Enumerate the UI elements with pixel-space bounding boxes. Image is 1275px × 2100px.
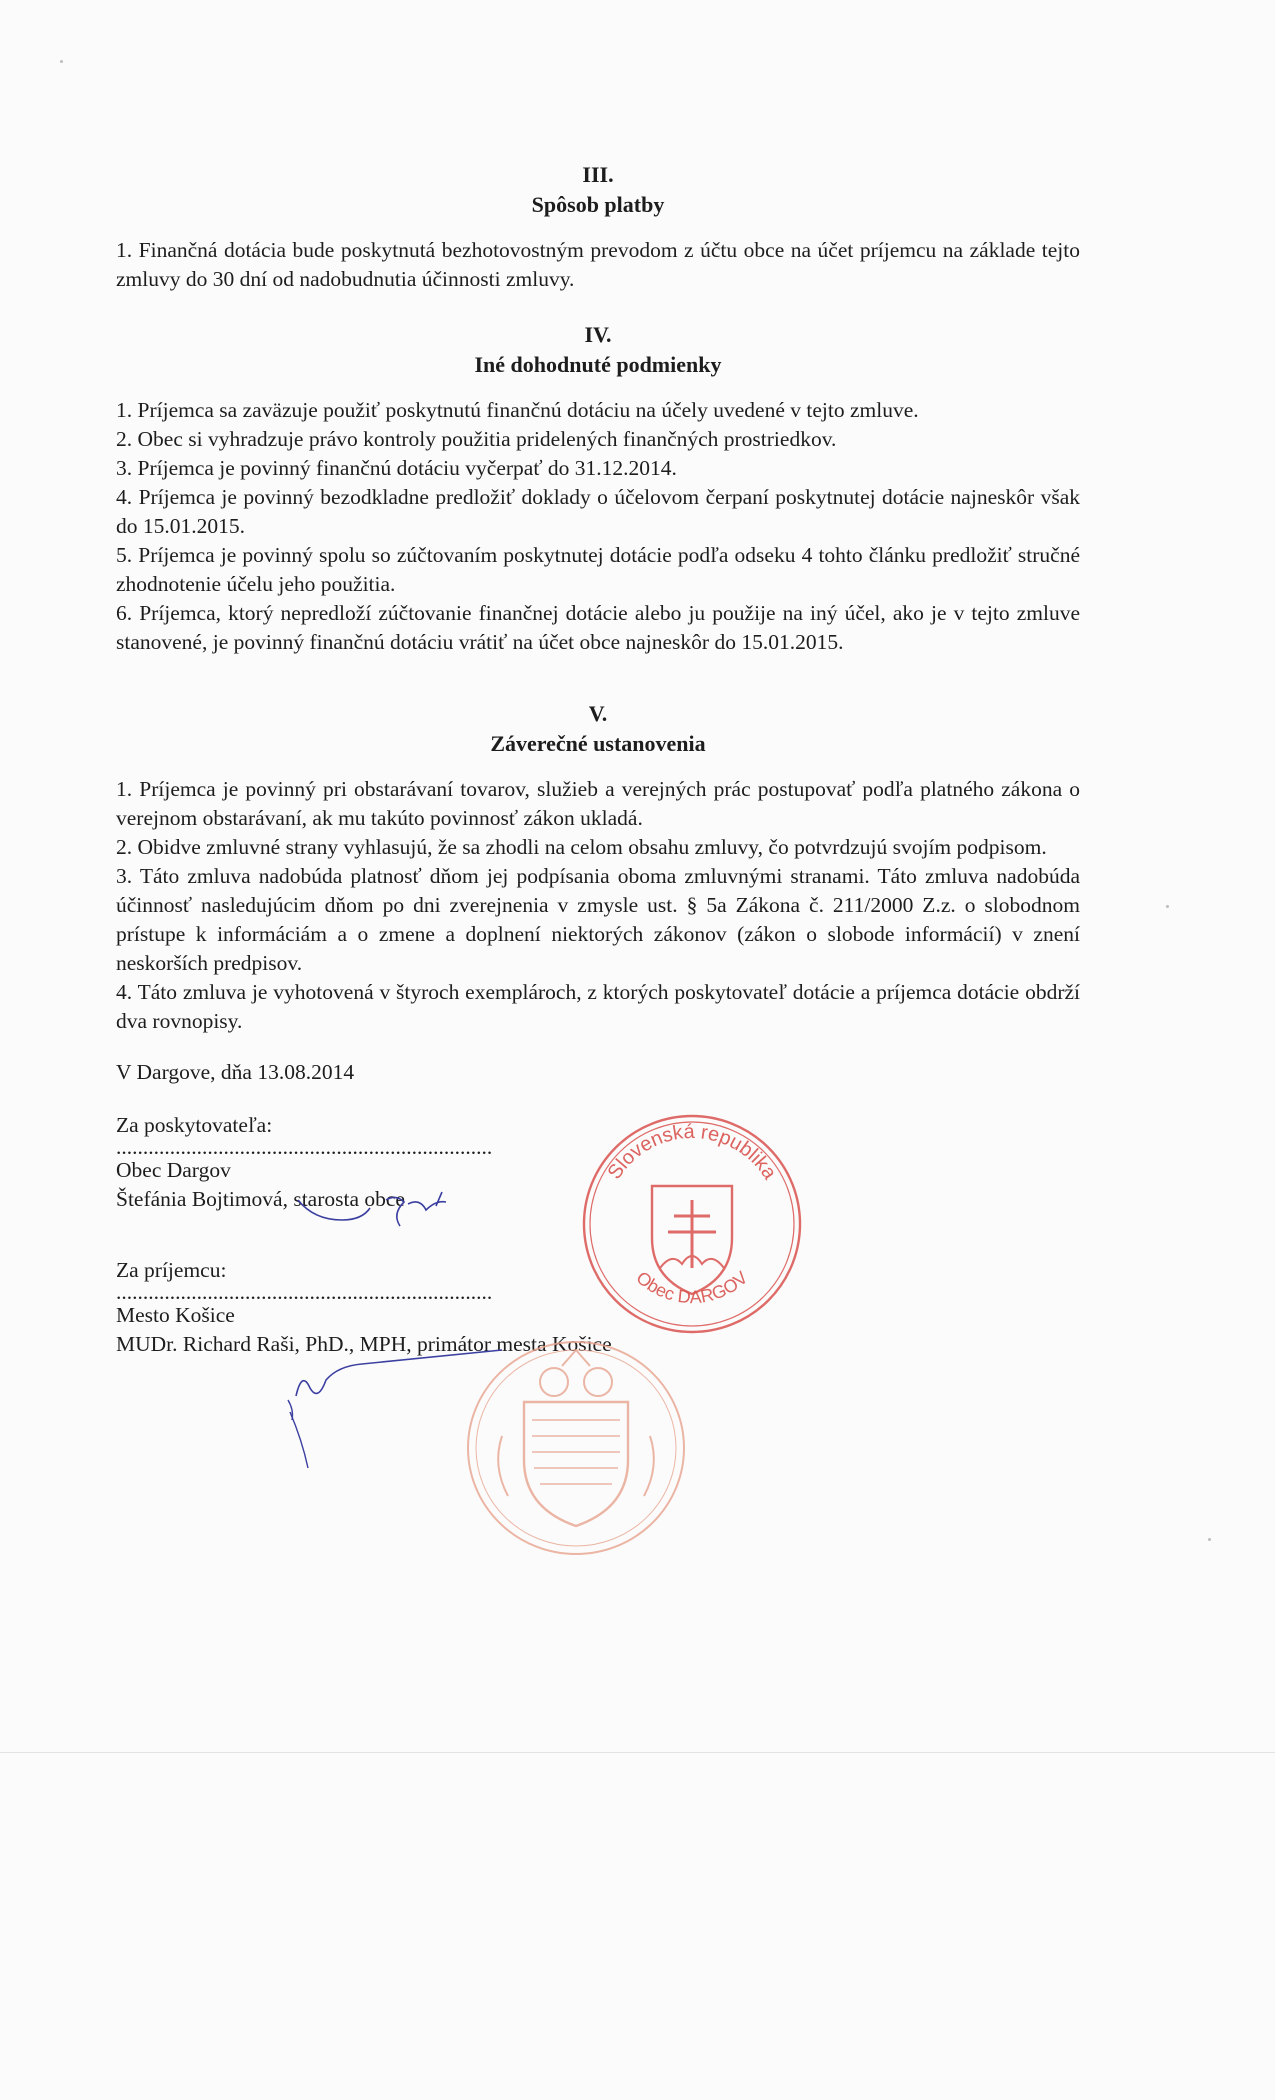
section-number: III. [582,162,614,187]
section-iii [116,160,1080,294]
document-body [116,160,1080,1359]
recipient-signature [282,1340,512,1470]
city-seal [462,1336,690,1560]
page-bottom-edge [0,1752,1275,1753]
recipient-signature-line: ...................................................................... [116,1280,493,1304]
paragraph: 5. Príjemca je povinný spolu so zúčtovaním poskytnutej dotácie podľa odseku 4 tohto článku predložiť stručné zhodnotenie účelu jeho použitia. [116,543,1080,596]
signature-section [116,1058,1080,1359]
paragraph: 1. Príjemca je povinný pri obstarávaní tovarov, služieb a verejných prác postupovať podľa platného zákona o verejnom obstarávaní, ak mu takúto povinnosť zákon ukladá. [116,777,1080,830]
provider-name: Obec Dargov [116,1158,231,1182]
section-iv [116,320,1080,657]
place-date: V Dargove, dňa 13.08.2014 [116,1060,355,1084]
scan-speck [1208,1538,1211,1541]
paragraph: 2. Obidve zmluvné strany vyhlasujú, že sa zhodli na celom obsahu zmluvy, čo potvrdzujú svojím podpisom. [116,835,1047,859]
recipient-name: Mesto Košice [116,1303,235,1327]
section-title: Spôsob platby [531,192,665,217]
stamp-text-top: Slovenská republika [603,1120,781,1184]
paragraph: 3. Táto zmluva nadobúda platnosť dňom jej podpísania oboma zmluvnými stranami. Táto zmluva nadobúda účinnosť nasledujúcim dňom po dni zverejnenia v zmysle ust. § 5a Zákona č. 211/2000 Z.z. o slobodnom prístupe k informáciám a o zmene a doplnení niektorých zákonov (zákon o slobode informácií) v znení neskorších predpisov. [116,864,1080,975]
provider-label: Za poskytovateľa: [116,1113,273,1137]
stamp-text-bottom: Obec DARGOV [632,1267,752,1308]
scan-speck [60,60,63,63]
recipient-representative: MUDr. Richard Raši, PhD., MPH, primátor mesta Košice [116,1332,612,1356]
scan-speck [1166,905,1169,908]
paragraph: 2. Obec si vyhradzuje právo kontroly použitia pridelených finančných prostriedkov. [116,427,837,451]
paragraph: 1. Finančná dotácia bude poskytnutá bezhotovostným prevodom z účtu obce na účet príjemcu na základe tejto zmluvy do 30 dní od nadobudnutia účinnosti zmluvy. [116,238,1080,291]
recipient-label: Za príjemcu: [116,1258,227,1282]
section-v [116,699,1080,1036]
paragraph: 3. Príjemca je povinný finančnú dotáciu vyčerpať do 31.12.2014. [116,456,677,480]
section-number: V. [588,701,608,726]
section-title: Iné dohodnuté podmienky [474,352,722,377]
paragraph: 4. Príjemca je povinný bezodkladne predložiť doklady o účelovom čerpaní poskytnutej dotácie najneskôr však do 15.01.2015. [116,485,1080,538]
paragraph: 4. Táto zmluva je vyhotovená v štyroch exemplároch, z ktorých poskytovateľ dotácie a príjemca dotácie obdrží dva rovnopisy. [116,980,1080,1033]
provider-representative: Štefánia Bojtimová, starosta obce [116,1187,405,1211]
paragraph: 1. Príjemca sa zaväzuje použiť poskytnutú finančnú dotáciu na účely uvedené v tejto zmluve. [116,398,919,422]
paragraph: 6. Príjemca, ktorý nepredloží zúčtovanie finančnej dotácie alebo ju použije na iný účel, ako je v tejto zmluve stanovené, je povinný finančnú dotáciu vrátiť na účet obce najneskôr do 15.01.2015. [116,601,1080,654]
section-title: Záverečné ustanovenia [490,731,706,756]
section-number: IV. [584,322,612,347]
provider-signature-line: ...................................................................... [116,1135,493,1159]
